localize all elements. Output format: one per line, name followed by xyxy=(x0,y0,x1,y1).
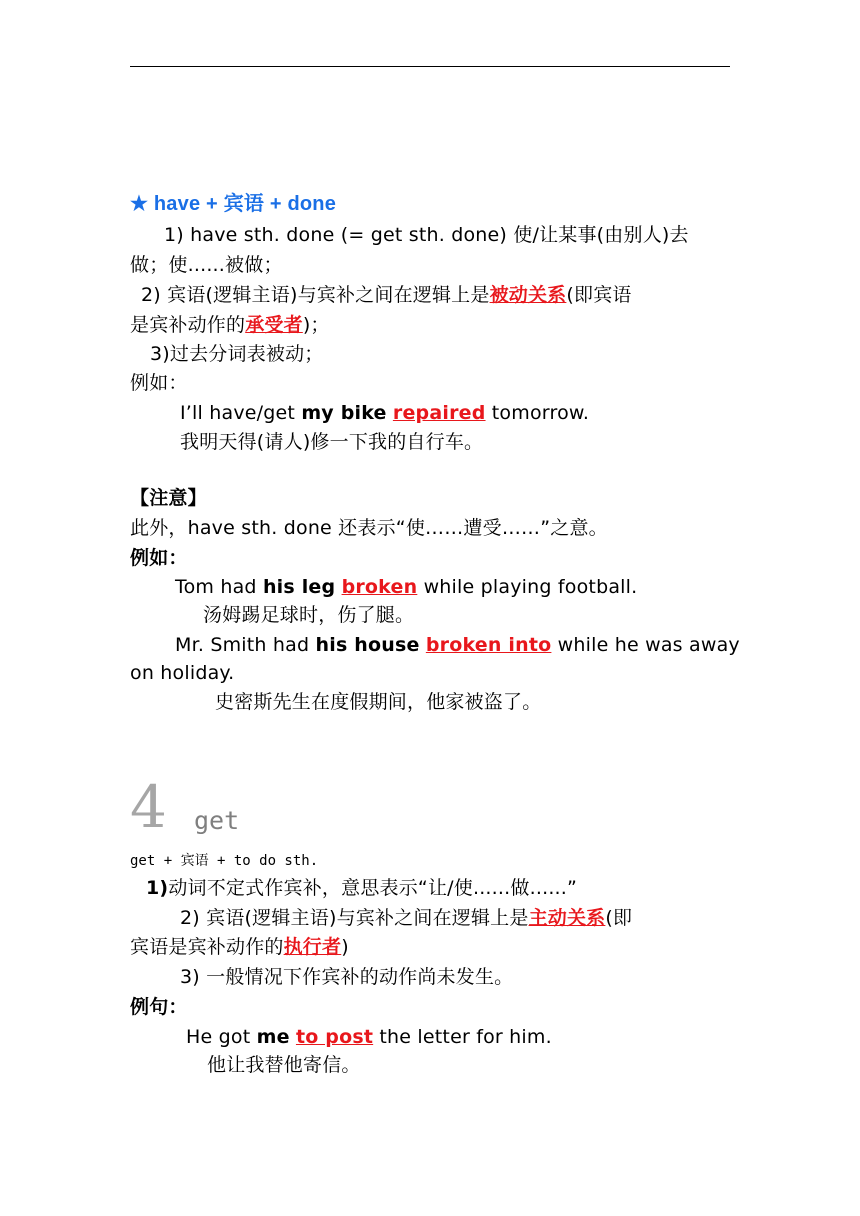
section-number: 4 xyxy=(130,773,167,841)
have-example-3-cont: on holiday. xyxy=(130,662,235,684)
highlight-doer: 执行者 xyxy=(283,936,342,958)
have-rule-1: 1) have sth. done (= get sth. done) 使/让某事(由别人)去 xyxy=(164,224,689,246)
have-example-3: Mr. Smith had his house broken into while he was away xyxy=(175,634,740,656)
have-rule-2: 2) 宾语(逻辑主语)与宾补之间在逻辑上是被动关系(即宾语 xyxy=(141,284,632,306)
note-label: 【注意】 xyxy=(130,487,207,509)
have-example-label: 例如： xyxy=(130,372,188,394)
highlight-passive-relation: 被动关系 xyxy=(489,284,567,306)
note-example-label: 例如： xyxy=(130,547,188,569)
have-rule-2-cont: 是宾补动作的承受者)； xyxy=(130,314,330,336)
get-example: He got me to post the letter for him. xyxy=(186,1026,552,1048)
note-text: 此外，have sth. done 还表示“使……遭受……”之意。 xyxy=(130,517,608,539)
highlight-active-relation: 主动关系 xyxy=(528,907,606,929)
get-rule-1: 1)动词不定式作宾补，意思表示“让/使......做......” xyxy=(146,877,578,899)
have-example-1: I’ll have/get my bike repaired tomorrow. xyxy=(180,402,590,424)
section-heading-have: ★ have + 宾语 + done xyxy=(130,193,337,215)
get-pattern: get + 宾语 + to do sth. xyxy=(130,853,319,869)
get-example-label: 例句： xyxy=(130,996,188,1018)
highlight-receiver: 承受者 xyxy=(245,314,303,336)
have-example-2-translation: 汤姆踢足球时，伤了腿。 xyxy=(203,604,415,626)
have-example-2: Tom had his leg broken while playing football. xyxy=(175,576,638,598)
get-example-translation: 他让我替他寄信。 xyxy=(207,1054,361,1076)
header-rule xyxy=(130,66,730,67)
have-rule-3: 3)过去分词表被动； xyxy=(150,343,324,365)
section-title-get: get xyxy=(194,806,240,835)
have-rule-1-cont: 做；使......被做； xyxy=(130,254,283,276)
get-rule-2: 2) 宾语(逻辑主语)与宾补之间在逻辑上是主动关系(即 xyxy=(180,907,633,929)
have-example-3-translation: 史密斯先生在度假期间，他家被盗了。 xyxy=(215,691,542,713)
have-example-1-translation: 我明天得(请人)修一下我的自行车。 xyxy=(180,431,484,453)
get-rule-2-cont: 宾语是宾补动作的执行者) xyxy=(130,936,349,958)
get-rule-3: 3) 一般情况下作宾补的动作尚未发生。 xyxy=(180,966,514,988)
